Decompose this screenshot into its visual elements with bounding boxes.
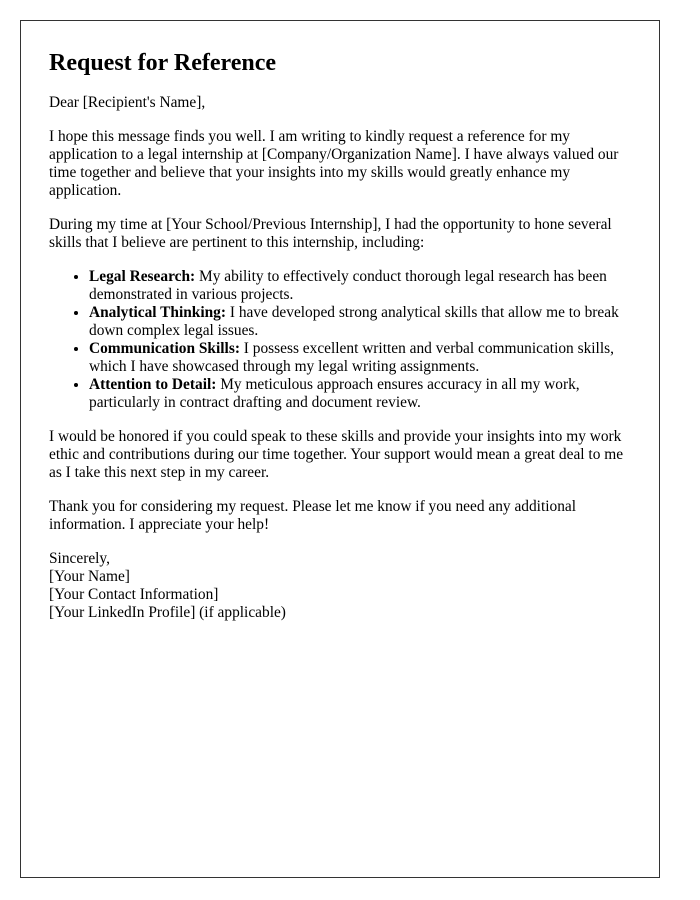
skill-label: Attention to Detail: [89,376,217,393]
list-item-attention-to-detail [89,376,631,412]
signature-name: [Your Name] [49,568,130,585]
thanks-paragraph: Thank you for considering my request. Please let me know if you need any additional information. I appreciate your help! [49,498,576,533]
intro-paragraph: I hope this message finds you well. I am writing to kindly request a reference for my application to a legal internship at [Company/Organization Name]. I have always valued our time together and believe that your insights into my skills would greatly enhance my application. [49,128,619,199]
skill-text: I possess excellent written and verbal communication skills, which I have showcased through my legal writing assignments. [89,340,614,375]
signature-linkedin: [Your LinkedIn Profile] (if applicable) [49,604,286,621]
signature-contact: [Your Contact Information] [49,586,219,603]
closing-block [49,550,631,622]
skill-text: My meticulous approach ensures accuracy in all my work, particularly in contract drafting and document review. [89,376,580,411]
skill-label: Analytical Thinking: [89,304,226,321]
list-item-communication-skills [89,340,631,376]
closing-line: Sincerely, [49,550,110,567]
skill-text: My ability to effectively conduct thorough legal research has been demonstrated in various projects. [89,268,607,303]
salutation: Dear [Recipient's Name], [49,94,206,111]
letter-page [20,20,660,878]
skill-text: I have developed strong analytical skills that allow me to break down complex legal issues. [89,304,619,339]
list-item-analytical-thinking [89,304,631,340]
honor-paragraph: I would be honored if you could speak to these skills and provide your insights into my work ethic and contributions during our time together. Your support would mean a great deal to me as I take this next step in my career. [49,428,624,481]
skills-intro-paragraph: During my time at [Your School/Previous Internship], I had the opportunity to hone several skills that I believe are pertinent to this internship, including: [49,216,612,251]
skill-label: Legal Research: [89,268,196,285]
list-item-legal-research [89,268,631,304]
skills-list [49,268,631,412]
skill-label: Communication Skills: [89,340,240,357]
letter-title: Request for Reference [49,50,277,76]
